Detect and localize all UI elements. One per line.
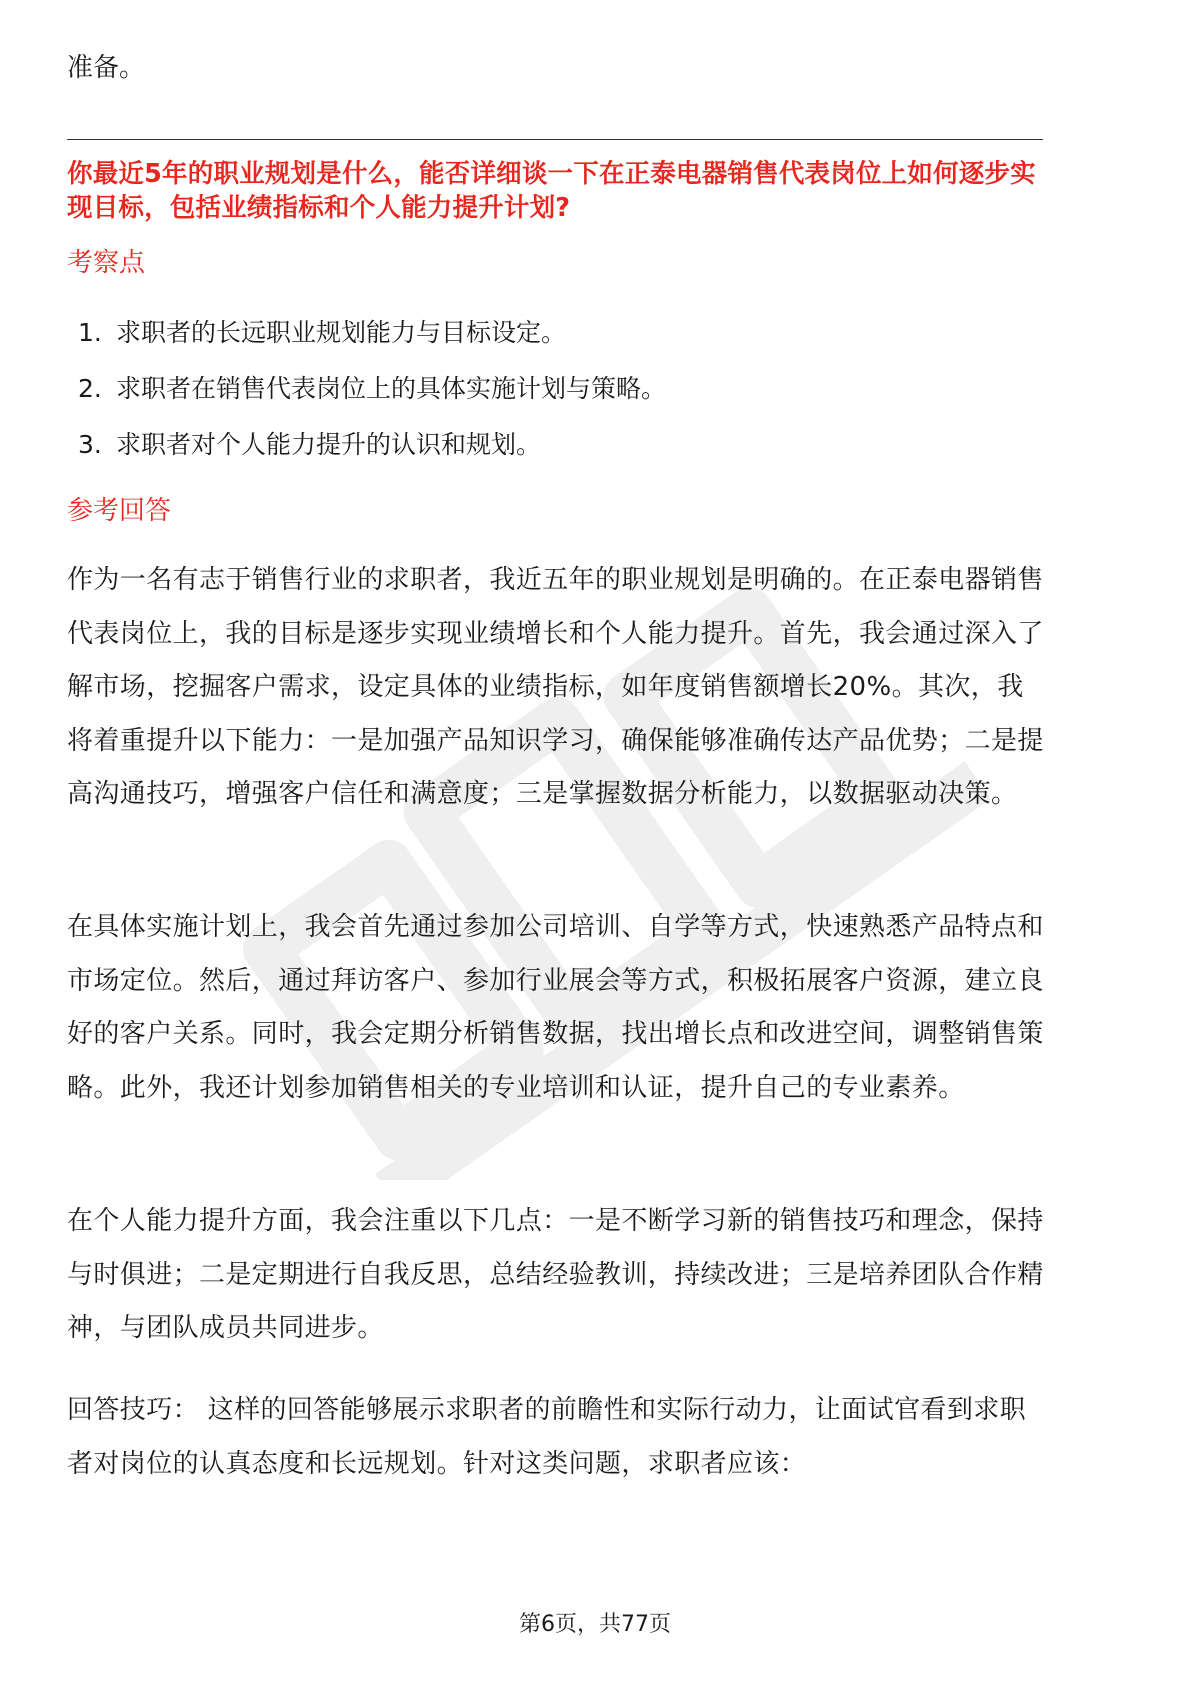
- answer-section-title: 参考回答: [67, 496, 172, 526]
- answer-paragraph-2: 在具体实施计划上，我会首先通过参加公司培训、自学等方式，快速熟悉产品特点和市场定位。然后，通过拜访客户、参加行业展会等方式，积极拓展客户资源，建立良好的客户关系。同时，我会定期分析销售数据，找出增长点和改进空间，调整销售策略。此外，我还计划参加销售相关的专业培训和认证，提升自己的专业素养。: [67, 912, 1044, 1103]
- list-item: 1. 求职者的长远职业规划能力与目标设定。: [78, 318, 567, 347]
- section-divider: [67, 139, 1043, 140]
- answer-paragraph-3: 在个人能力提升方面，我会注重以下几点：一是不断学习新的销售技巧和理念，保持与时俱进；二是定期进行自我反思，总结经验教训，持续改进；三是培养团队合作精神，与团队成员共同进步。: [67, 1206, 1044, 1343]
- interview-question: 你最近5年的职业规划是什么，能否详细谈一下在正泰电器销售代表岗位上如何逐步实现目标，包括业绩指标和个人能力提升计划?: [67, 159, 1036, 223]
- answer-paragraph-1: 作为一名有志于销售行业的求职者，我近五年的职业规划是明确的。在正泰电器销售代表岗位上，我的目标是逐步实现业绩增长和个人能力提升。首先，我会通过深入了解市场，挖掘客户需求，设定具体的业绩指标，如年度销售额增长20%。其次，我将着重提升以下能力：一是加强产品知识学习，确保能够准确传达产品优势；二是提高沟通技巧，增强客户信任和满意度；三是掌握数据分析能力，以数据驱动决策。: [67, 565, 1044, 809]
- points-section-title: 考察点: [67, 248, 146, 278]
- list-item: 2. 求职者在销售代表岗位上的具体实施计划与策略。: [78, 374, 667, 403]
- list-item: 3. 求职者对个人能力提升的认识和规划。: [78, 430, 542, 459]
- answer-tips-paragraph: 回答技巧： 这样的回答能够展示求职者的前瞻性和实际行动力，让面试官看到求职者对岗位的认真态度和长远规划。针对这类问题，求职者应该：: [67, 1395, 1027, 1479]
- page-number-footer: 第6页，共77页: [519, 1612, 671, 1637]
- assessment-points-list: [78, 305, 666, 473]
- previous-paragraph-fragment: 准备。: [67, 53, 146, 83]
